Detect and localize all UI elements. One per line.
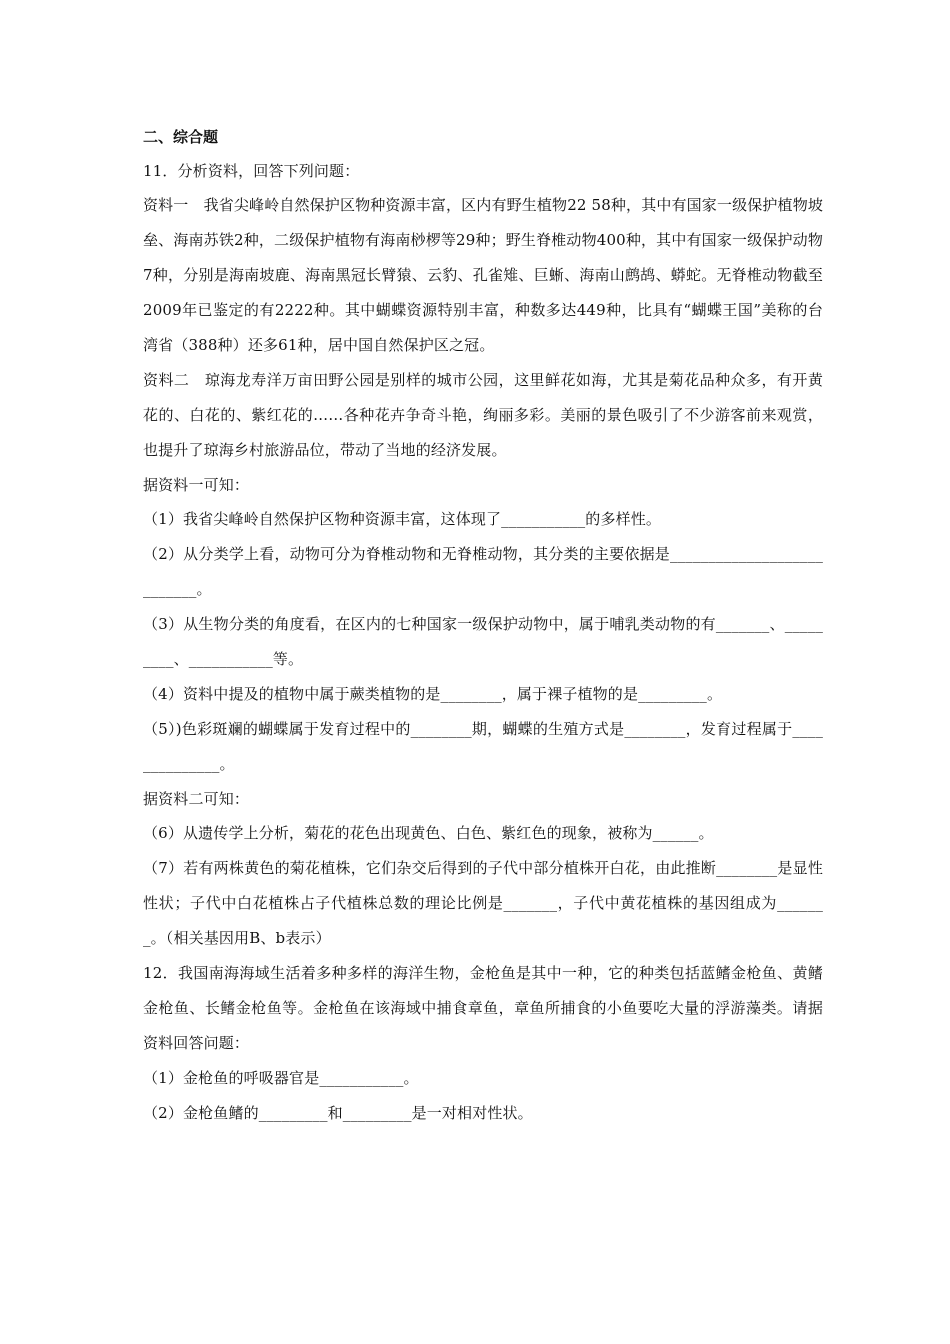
question-12-sub-1: （1）金枪鱼的呼吸器官是___________。 [143, 1069, 419, 1087]
question-11-sub-3: （3）从生物分类的角度看，在区内的七种国家一级保护动物中，属于哺乳类动物的有_______、_________、___________等。 [143, 615, 823, 668]
question-11-sub-2: （2）从分类学上看，动物可分为脊椎动物和无脊椎动物，其分类的主要依据是___________________________。 [143, 545, 823, 598]
question-11-sub-7: （7）若有两株黄色的菊花植株，它们杂交后得到的子代中部分植株开白花，由此推断________是显性性状；子代中白花植株占子代植株总数的理论比例是_______，子代中黄花植株的基因组成为_______。（相关基因用B、b表示） [143, 859, 823, 947]
question-11-sub-4: （4）资料中提及的植物中属于蕨类植物的是________，属于裸子植物的是_________。 [143, 685, 723, 703]
question-11-sub-1: （1）我省尖峰岭自然保护区物种资源丰富，这体现了___________的多样性。 [143, 510, 662, 528]
document-page [143, 124, 823, 1131]
material-two: 资料二 琼海龙寿洋万亩田野公园是别样的城市公园，这里鲜花如海，尤其是菊花品种众多，有开黄花的、白花的、紫红花的……各种花卉争奇斗艳，绚丽多彩。美丽的景色吸引了不少游客前来观赏，也提升了琼海乡村旅游品位，带动了当地的经济发展。 [143, 371, 823, 459]
question-12-sub-2: （2）金枪鱼鳍的_________和_________是一对相对性状。 [143, 1104, 533, 1122]
question-12-header: 12．我国南海海域生活着多种多样的海洋生物，金枪鱼是其中一种，它的种类包括蓝鳍金枪鱼、黄鳍金枪鱼、长鳍金枪鱼等。金枪鱼在该海域中捕食章鱼，章鱼所捕食的小鱼要吃大量的浮游藻类。请据资料回答问题： [143, 964, 823, 1052]
material-two-intro: 据资料二可知： [143, 790, 250, 808]
question-11-header: 11．分析资料，回答下列问题： [143, 162, 360, 180]
question-11-sub-5: （5）)色彩斑斓的蝴蝶属于发育过程中的________期，蝴蝶的生殖方式是________，发育过程属于______________。 [143, 720, 823, 773]
section-title: 二、综合题 [143, 128, 219, 146]
material-one: 资料一 我省尖峰岭自然保护区物种资源丰富，区内有野生植物22 58种，其中有国家一级保护植物坡垒、海南苏铁2种，二级保护植物有海南桫椤等29种；野生脊椎动物400种，其中有国家一级保护动物7种，分别是海南坡鹿、海南黑冠长臂猿、云豹、孔雀雉、巨蜥、海南山鹧鸪、蟒蛇。无脊椎动物截至2009年已鉴定的有2222种。其中蝴蝶资源特别丰富，种数多达449种，比具有“蝴蝶王国”美称的台湾省（388种）还多61种，居中国自然保护区之冠。 [143, 196, 823, 354]
material-one-intro: 据资料一可知： [143, 476, 250, 494]
question-11-sub-6: （6）从遗传学上分析，菊花的花色出现黄色、白色、紫红色的现象，被称为______。 [143, 824, 714, 842]
